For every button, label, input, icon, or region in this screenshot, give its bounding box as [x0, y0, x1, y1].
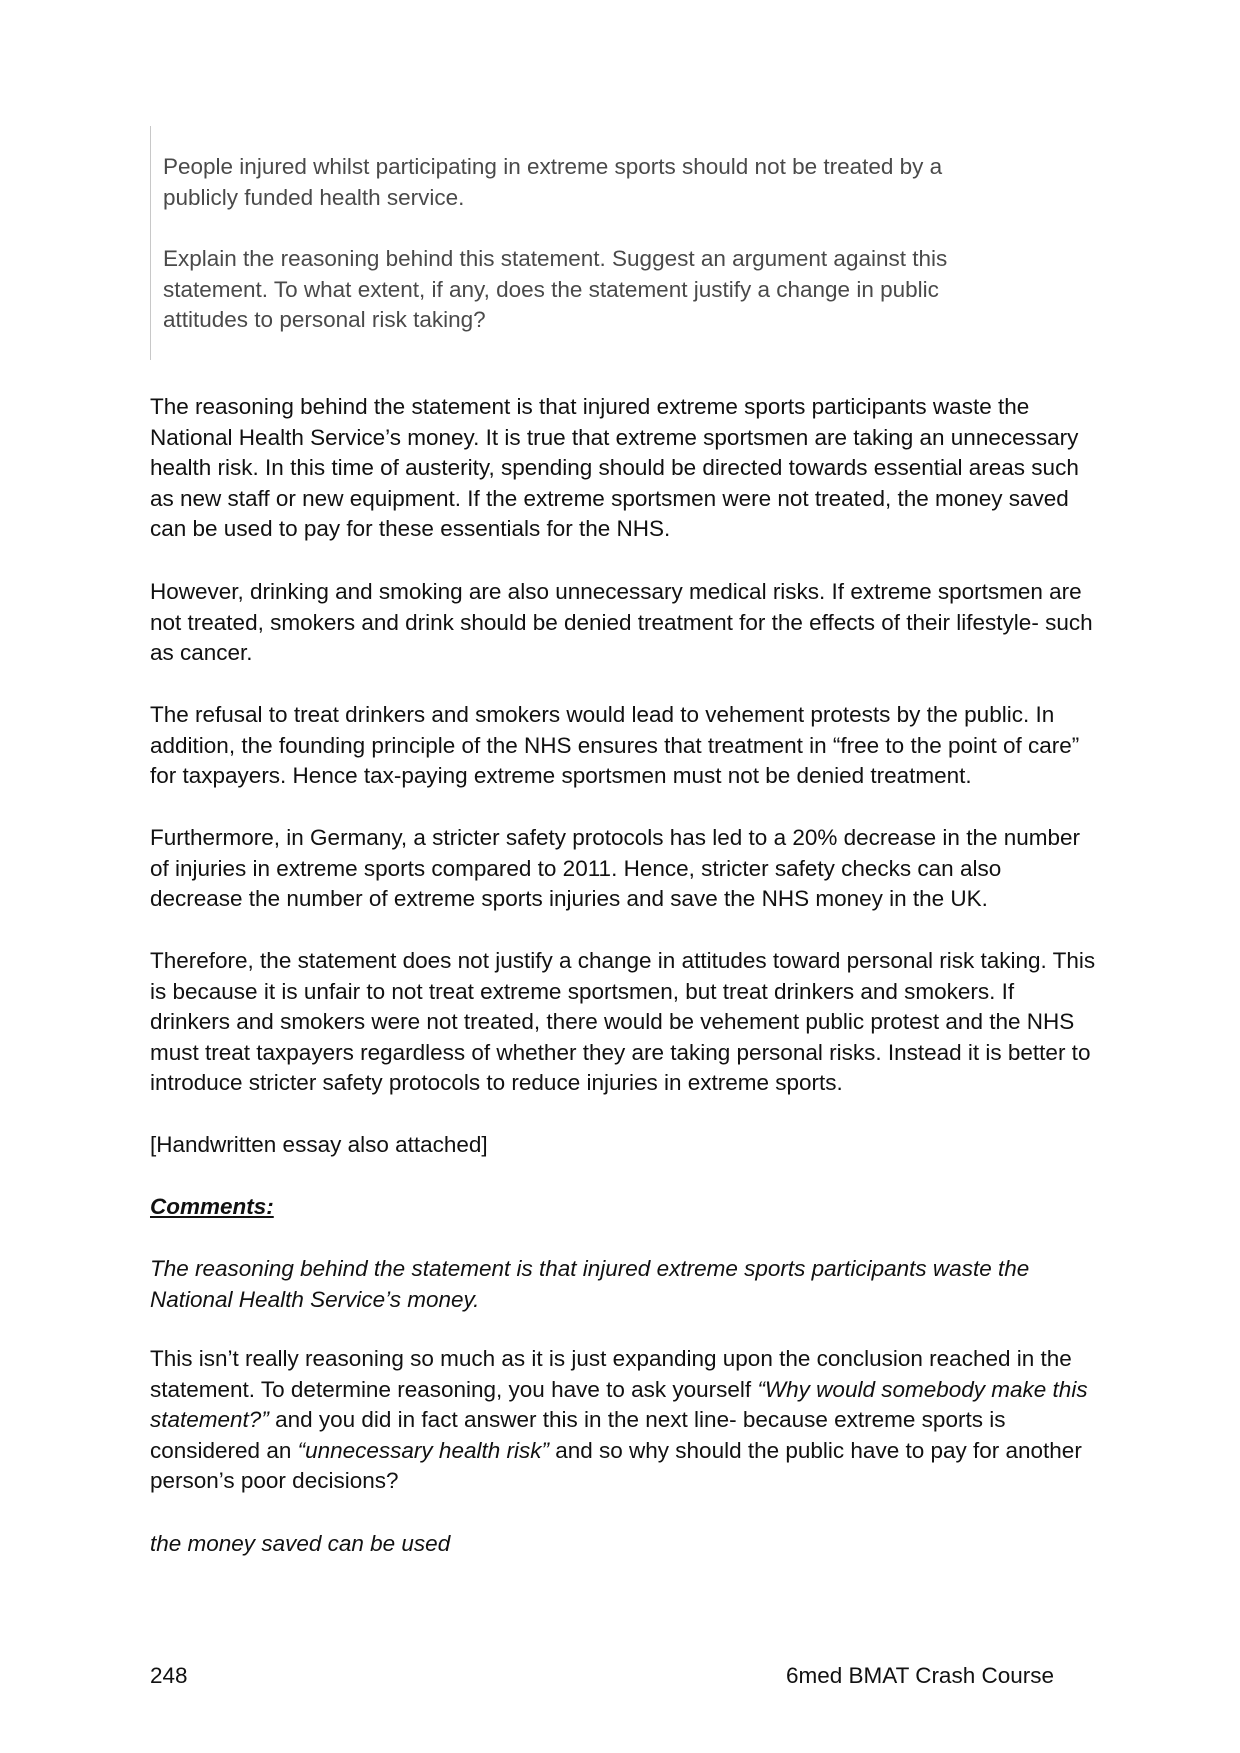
essay-prompt-block [150, 126, 1011, 360]
attachment-note: [Handwritten essay also attached] [150, 1132, 488, 1157]
comment-italic-2: “unnecessary health risk” [297, 1437, 549, 1463]
comment-quote-1: The reasoning behind the statement is that injured extreme sports participants waste the National Health Service’s money. [150, 1256, 1030, 1312]
prompt-question: Explain the reasoning behind this statement. Suggest an argument against this statement. To what extent, if any, does the statement justify a change in public attitudes to personal risk taking? [163, 246, 948, 332]
comments-heading: Comments: [150, 1194, 274, 1219]
essay-paragraph-1: The reasoning behind the statement is that injured extreme sports participants waste the National Health Service’s money. It is true that extreme sportsmen are taking an unnecessary health risk. In this time of austerity, spending should be directed towards essential areas such as new staff or new equipment. If the extreme sportsmen were not treated, the money saved can be used to pay for these essentials for the NHS. [150, 394, 1079, 541]
essay-paragraph-2: However, drinking and smoking are also unnecessary medical risks. If extreme sportsmen are not treated, smokers and drink should be denied treatment for the effects of their lifestyle- such as cancer. [150, 579, 1093, 665]
comment-paragraph-1 [150, 1344, 1100, 1497]
comment-text-1: This isn’t really reasoning so much as it is just expanding upon the conclusion reached in the statement. To determine reasoning, you have to ask yourself [150, 1346, 1072, 1402]
essay-paragraph-5: Therefore, the statement does not justify a change in attitudes toward personal risk taking. This is because it is unfair to not treat extreme sportsmen, but treat drinkers and smokers. If drinkers and smokers were not treated, there would be vehement public protest and the NHS must treat taxpayers regardless of whether they are taking personal risks. Instead it is better to introduce stricter safety protocols to reduce injuries in extreme sports. [150, 948, 1096, 1095]
comment-quote-2: the money saved can be used [150, 1531, 451, 1556]
prompt-statement: People injured whilst participating in extreme sports should not be treated by a publicly funded health service. [163, 154, 943, 210]
comment-text-2: and you did in fact answer this in the next line- because extreme sports is considered an [150, 1407, 1006, 1463]
book-title: 6med BMAT Crash Course [785, 1663, 1054, 1688]
essay-paragraph-3: The refusal to treat drinkers and smokers would lead to vehement protests by the public. In addition, the founding principle of the NHS ensures that treatment in “free to the point of care” for taxpayers. Hence tax-paying extreme sportsmen must not be denied treatment. [150, 702, 1080, 788]
essay-paragraph-4: Furthermore, in Germany, a stricter safety protocols has led to a 20% decrease in the number of injuries in extreme sports compared to 2011. Hence, stricter safety checks can also decrease the number of extreme sports injuries and save the NHS money in the UK. [150, 825, 1081, 911]
comment-text-3: and so why should the public have to pay for another person’s poor decisions? [150, 1437, 1082, 1493]
page-number: 248 [150, 1663, 188, 1688]
comment-italic-1: “Why would somebody make this statement?” [150, 1376, 1088, 1432]
